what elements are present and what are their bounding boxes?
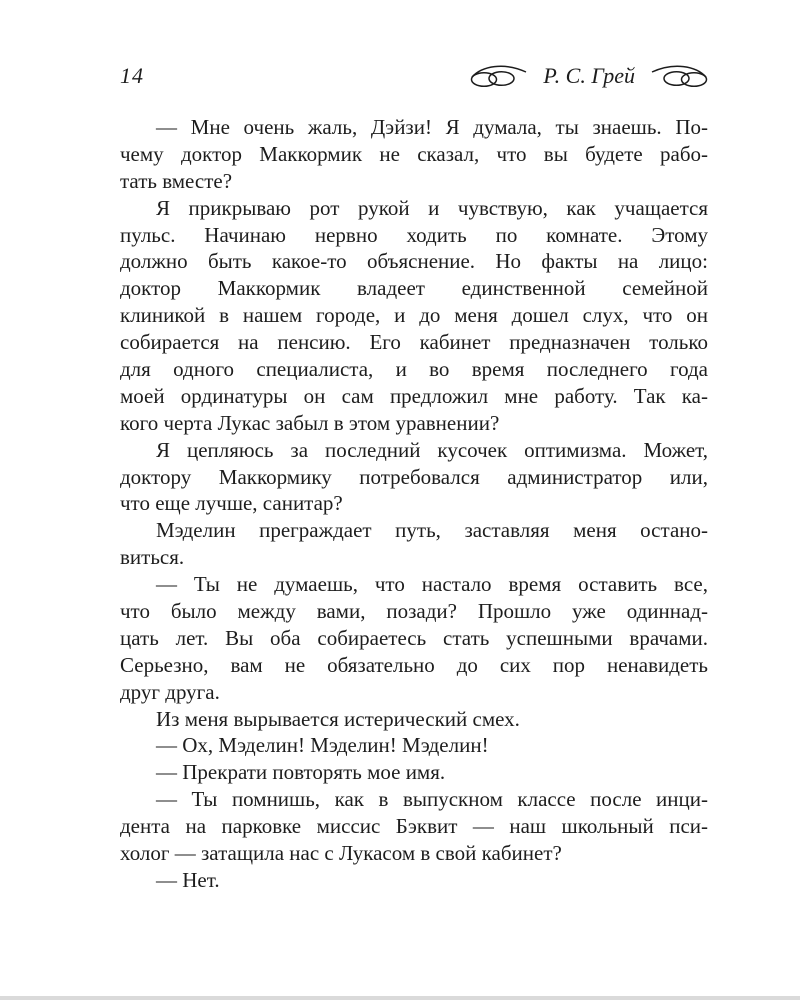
text-line: что было между вами, позади? Прошло уже одиннад- <box>120 599 708 624</box>
text-line: моей ординатуры он сам предложил мне работу. Так ка- <box>120 383 708 408</box>
flourish-left-icon <box>470 64 528 88</box>
text-line: — Ты помнишь, как в выпускном классе после инци- <box>156 787 708 812</box>
text-line: холог — затащила нас с Лукасом в свой кабинет? <box>120 841 562 866</box>
text-line: пульс. Начинаю нервно ходить по комнате. Этому <box>120 222 708 247</box>
running-head-author: Р. С. Грей <box>543 63 635 88</box>
text-line: чему доктор Маккормик не сказал, что вы будете рабо- <box>120 141 708 166</box>
text-line: Из меня вырывается истерический смех. <box>156 706 520 731</box>
text-line: друг друга. <box>120 679 220 704</box>
text-line: клиникой в нашем городе, и до меня дошел слух, что он <box>120 303 708 328</box>
text-line: кого черта Лукас забыл в этом уравнении? <box>120 410 500 435</box>
text-line: дента на парковке миссис Бэквит — наш школьный пси- <box>120 814 708 839</box>
text-line: — Прекрати повторять мое имя. <box>156 760 446 785</box>
text-line: — Ох, Мэделин! Мэделин! Мэделин! <box>156 733 489 758</box>
text-line: для одного специалиста, и во время последнего года <box>120 357 708 382</box>
flourish-right-icon <box>650 64 708 88</box>
text-line: — Нет. <box>156 867 220 892</box>
text-line: — Мне очень жаль, Дэйзи! Я думала, ты знаешь. По- <box>156 115 708 139</box>
page-number: 14 <box>120 63 144 88</box>
text-line: тать вместе? <box>120 168 233 193</box>
scan-edge <box>0 996 800 1000</box>
text-line: Я прикрываю рот рукой и чувствую, как учащается <box>156 195 708 220</box>
text-line: цать лет. Вы оба собираетесь стать успешными врачами. <box>120 625 708 650</box>
text-line: доктору Маккормику потребовался администратор или, <box>120 464 708 489</box>
text-line: доктор Маккормик владеет единственной семейной <box>120 276 708 301</box>
running-head <box>470 63 708 89</box>
text-line: должно быть какое-то объяснение. Но факты на лицо: <box>120 249 708 274</box>
text-line: Серьезно, вам не обязательно до сих пор ненавидеть <box>120 652 708 677</box>
text-line: Мэделин преграждает путь, заставляя меня остано- <box>156 518 708 543</box>
page-text <box>120 114 708 894</box>
page-header <box>120 60 708 92</box>
text-line: виться. <box>120 545 185 570</box>
text-line: — Ты не думаешь, что настало время оставить все, <box>156 572 708 597</box>
text-line: собирается на пенсию. Его кабинет предназначен только <box>120 330 708 355</box>
text-line: что еще лучше, санитар? <box>120 491 343 516</box>
text-line: Я цепляюсь за последний кусочек оптимизма. Может, <box>156 437 708 462</box>
